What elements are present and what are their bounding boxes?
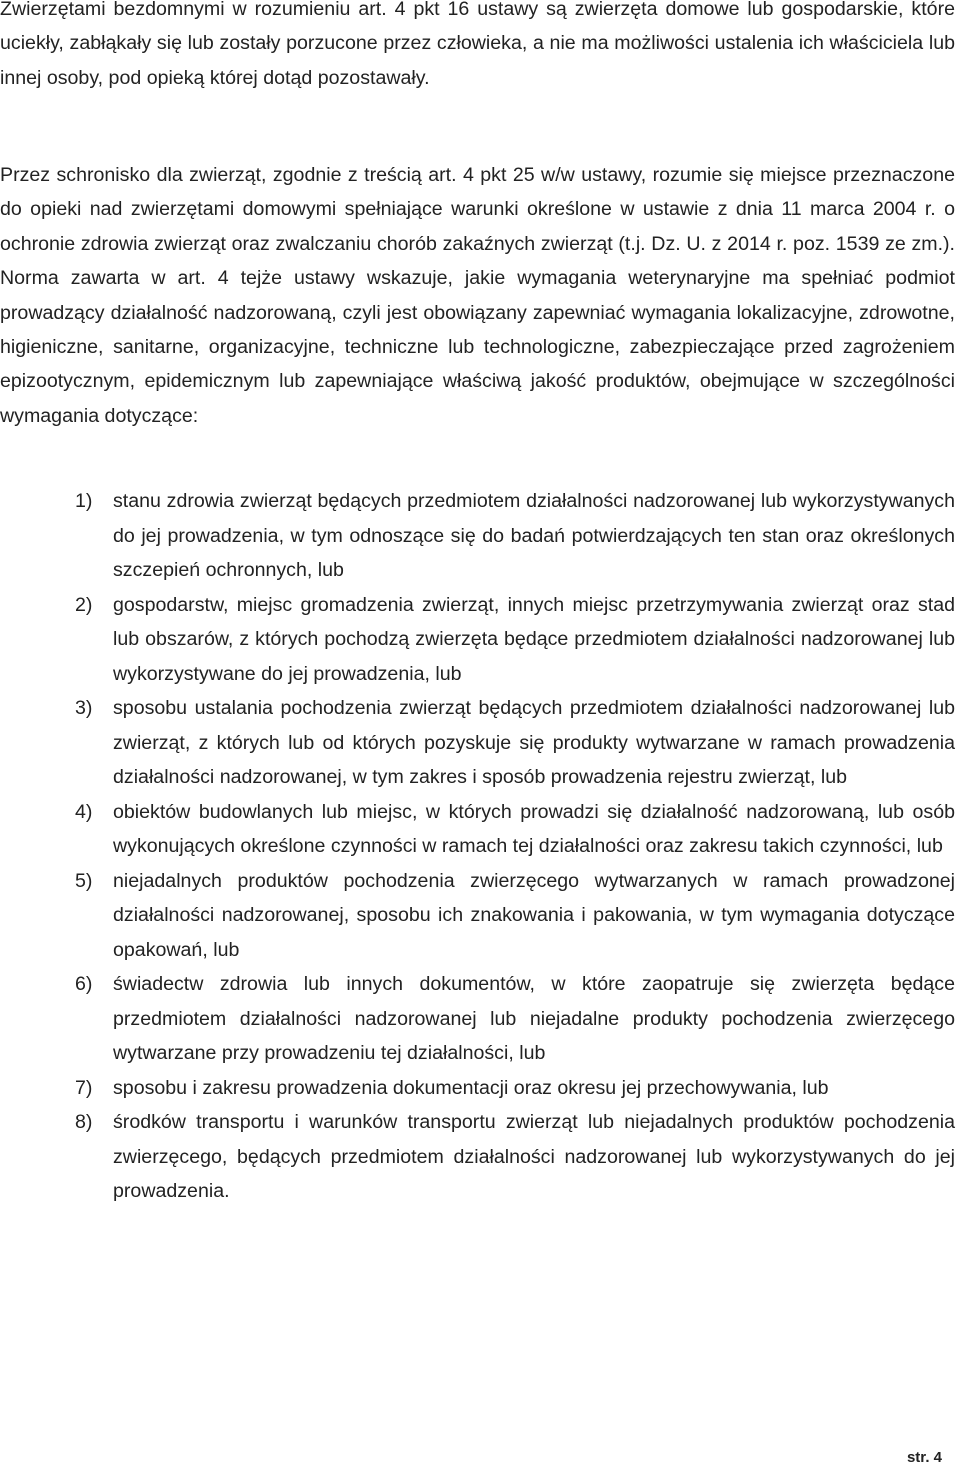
list-item-text: świadectw zdrowia lub innych dokumentów, w które zaopatruje się zwierzęta będące przedmiotem działalności nadzorowanej lub niejadalne produkty pochodzenia zwierzęcego wytwarzane przy prowadzeniu tej działalności, lub [113,973,955,1064]
list-item-text: sposobu i zakresu prowadzenia dokumentacji oraz okresu jej przechowywania, lub [113,1076,829,1099]
requirements-list [0,484,955,1209]
list-item-text: obiektów budowlanych lub miejsc, w których prowadzi się działalność nadzorowaną, lub osób wykonujących określone czynności w ramach tej działalności oraz zakresu takich czynności, lub [113,800,955,857]
list-item [0,864,955,968]
page-number: str. 4 [906,1449,942,1466]
list-item-text: niejadalnych produktów pochodzenia zwierzęcego wytwarzanych w ramach prowadzonej działalności nadzorowanej, sposobu ich znakowania i pakowania, w tym wymagania dotyczące opakowań, lub [113,869,955,961]
list-item [0,588,955,692]
paragraph-stray-animals-definition: Zwierzętami bezdomnymi w rozumieniu art. 4 pkt 16 ustawy są zwierzęta domowe lub gospodarskie, które uciekły, zabłąkały się lub zostały porzucone przez człowieka, a nie ma możliwości ustalenia ich właściciela lub innej osoby, pod opieką której dotąd pozostawały. [0,0,955,89]
list-item-text: gospodarstw, miejsc gromadzenia zwierząt, innych miejsc przetrzymywania zwierząt oraz stad lub obszarów, z których pochodzą zwierzęta będące przedmiotem działalności nadzorowanej lub wykorzystywane do jej prowadzenia, lub [113,593,955,685]
list-item [0,691,955,795]
list-item [0,1071,955,1106]
list-item-number: 1) [75,490,93,512]
paragraph-shelter-definition: Przez schronisko dla zwierząt, zgodnie z treścią art. 4 pkt 25 w/w ustawy, rozumie się miejsce przeznaczone do opieki nad zwierzętami domowymi spełniające warunki określone w ustawie z dnia 11 marca 2004 r. o ochronie zdrowia zwierząt oraz zwalczaniu chorób zakaźnych zwierząt (t.j. Dz. U. z 2014 r. poz. 1539 ze zm.). Norma zawarta w art. 4 tejże ustawy wskazuje, jakie wymagania weterynaryjne ma spełniać podmiot prowadzący działalność nadzorowaną, czyli jest obowiązany zapewniać wymagania lokalizacyjne, zdrowotne, higieniczne, sanitarne, organizacyjne, techniczne lub technologiczne, zabezpieczające przed zagrożeniem epizootycznym, epidemicznym lub zapewniające właściwą jakość produktów, obejmujące w szczególności wymagania dotyczące: [0,164,955,427]
list-item-number: 8) [75,1111,93,1133]
list-item-text: środków transportu i warunków transportu zwierząt lub niejadalnych produktów pochodzenia zwierzęcego, będących przedmiotem działalności nadzorowanej lub wykorzystywanych do jej prowadzenia. [113,1111,955,1202]
list-item-number: 3) [75,697,93,719]
list-item [0,484,955,588]
list-item [0,967,955,1071]
list-item-text: stanu zdrowia zwierząt będących przedmiotem działalności nadzorowanej lub wykorzystywanych do jej prowadzenia, w tym odnoszące się do badań potwierdzających ten stan oraz określonych szczepień ochronnych, lub [113,490,955,581]
list-item [0,1105,955,1209]
list-item-number: 4) [75,800,93,823]
list-item [0,795,955,864]
list-item-number: 7) [75,1076,93,1099]
list-item-number: 5) [75,869,93,892]
list-item-number: 6) [75,973,93,995]
list-item-text: sposobu ustalania pochodzenia zwierząt będących przedmiotem działalności nadzorowanej lub zwierząt, z których lub od których pozyskuje się produkty wytwarzane w ramach prowadzenia działalności nadzorowanej, w tym zakres i sposób prowadzenia rejestru zwierząt, lub [113,697,955,788]
list-item-number: 2) [75,593,93,616]
